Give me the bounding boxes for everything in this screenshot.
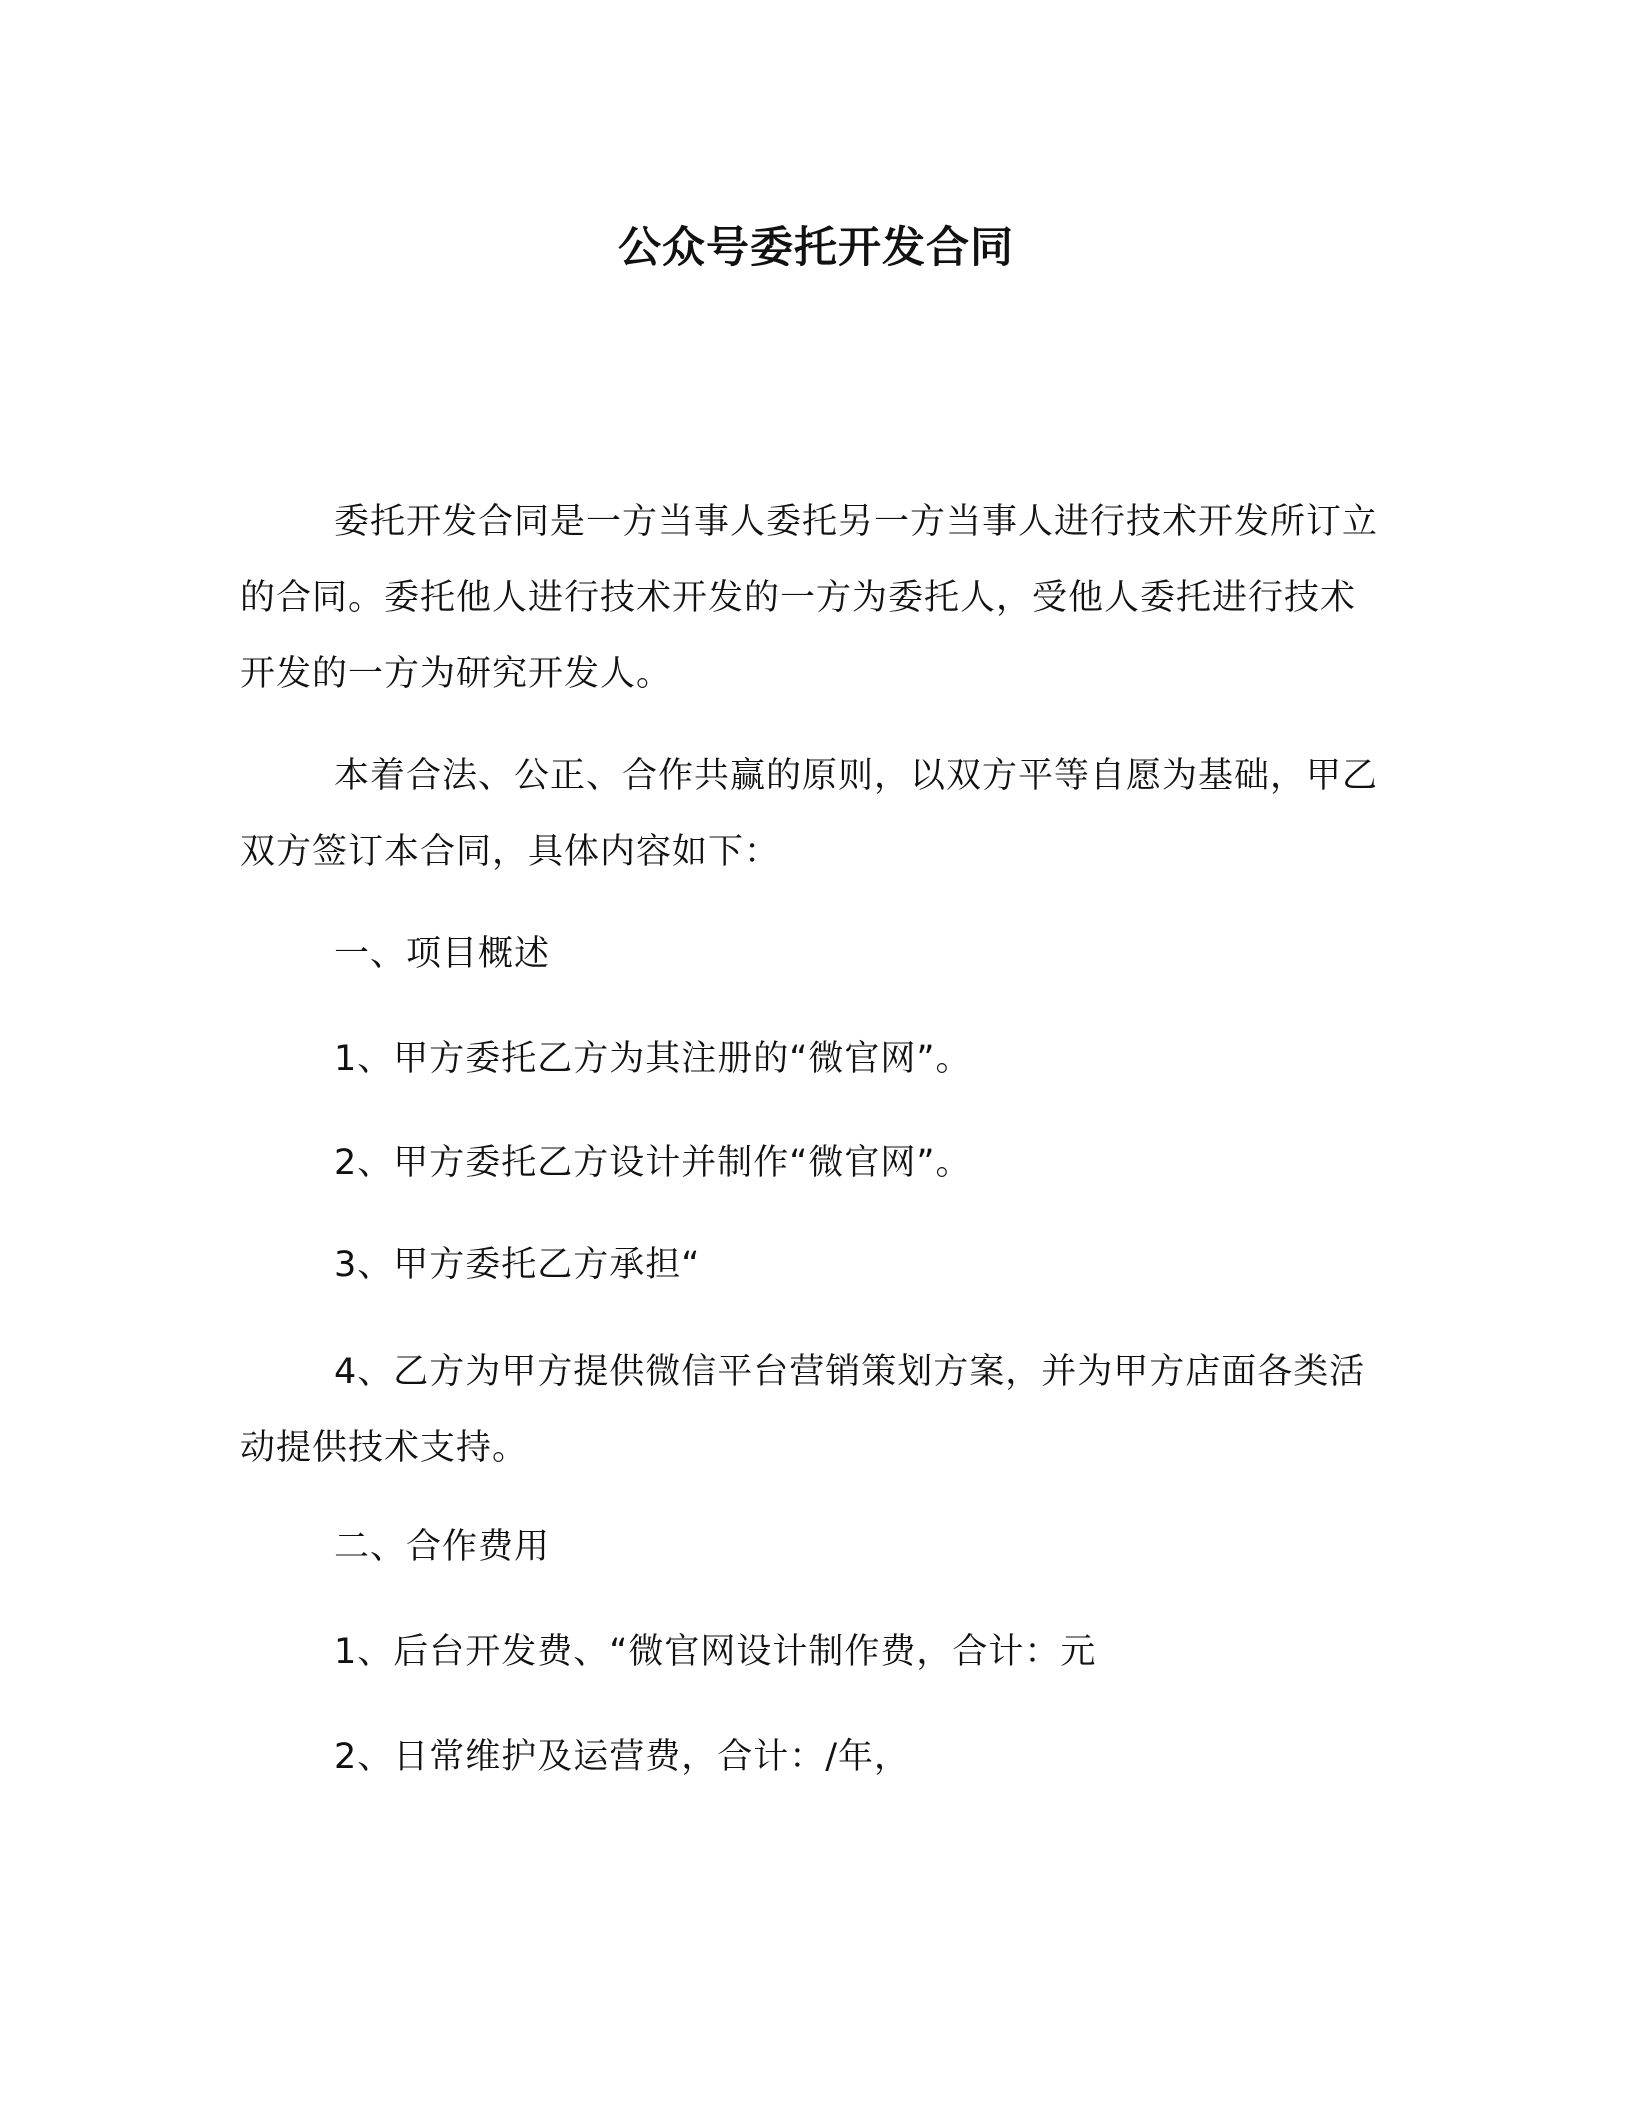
section-2-heading: 二、合作费用 (334, 1527, 551, 1567)
section-1-heading: 一、项目概述 (334, 934, 551, 974)
section-1-item-4: 4、乙方为甲方提供微信平台营销策划方案，并为甲方店面各类活动提供技术支持。 (240, 1352, 1366, 1468)
intro-paragraph: 委托开发合同是一方当事人委托另一方当事人进行技术开发所订立的合同。委托他人进行技术开发的一方为委托人，受他人委托进行技术开发的一方为研究开发人。 (240, 502, 1379, 694)
section-1-item-3: 3、甲方委托乙方承担“ (334, 1245, 701, 1285)
document-title: 公众号委托开发合同 (618, 223, 1014, 273)
principle-paragraph: 本着合法、公正、合作共赢的原则，以双方平等自愿为基础，甲乙双方签订本合同，具体内容如下： (240, 756, 1379, 872)
section-2-item-2: 2、日常维护及运营费，合计：/年， (334, 1737, 911, 1777)
section-1-item-1: 1、甲方委托乙方为其注册的“微官网”。 (334, 1039, 972, 1079)
section-2-item-1: 1、后台开发费、“微官网设计制作费，合计：元 (334, 1632, 1097, 1672)
section-1-item-2: 2、甲方委托乙方设计并制作“微官网”。 (334, 1143, 972, 1183)
